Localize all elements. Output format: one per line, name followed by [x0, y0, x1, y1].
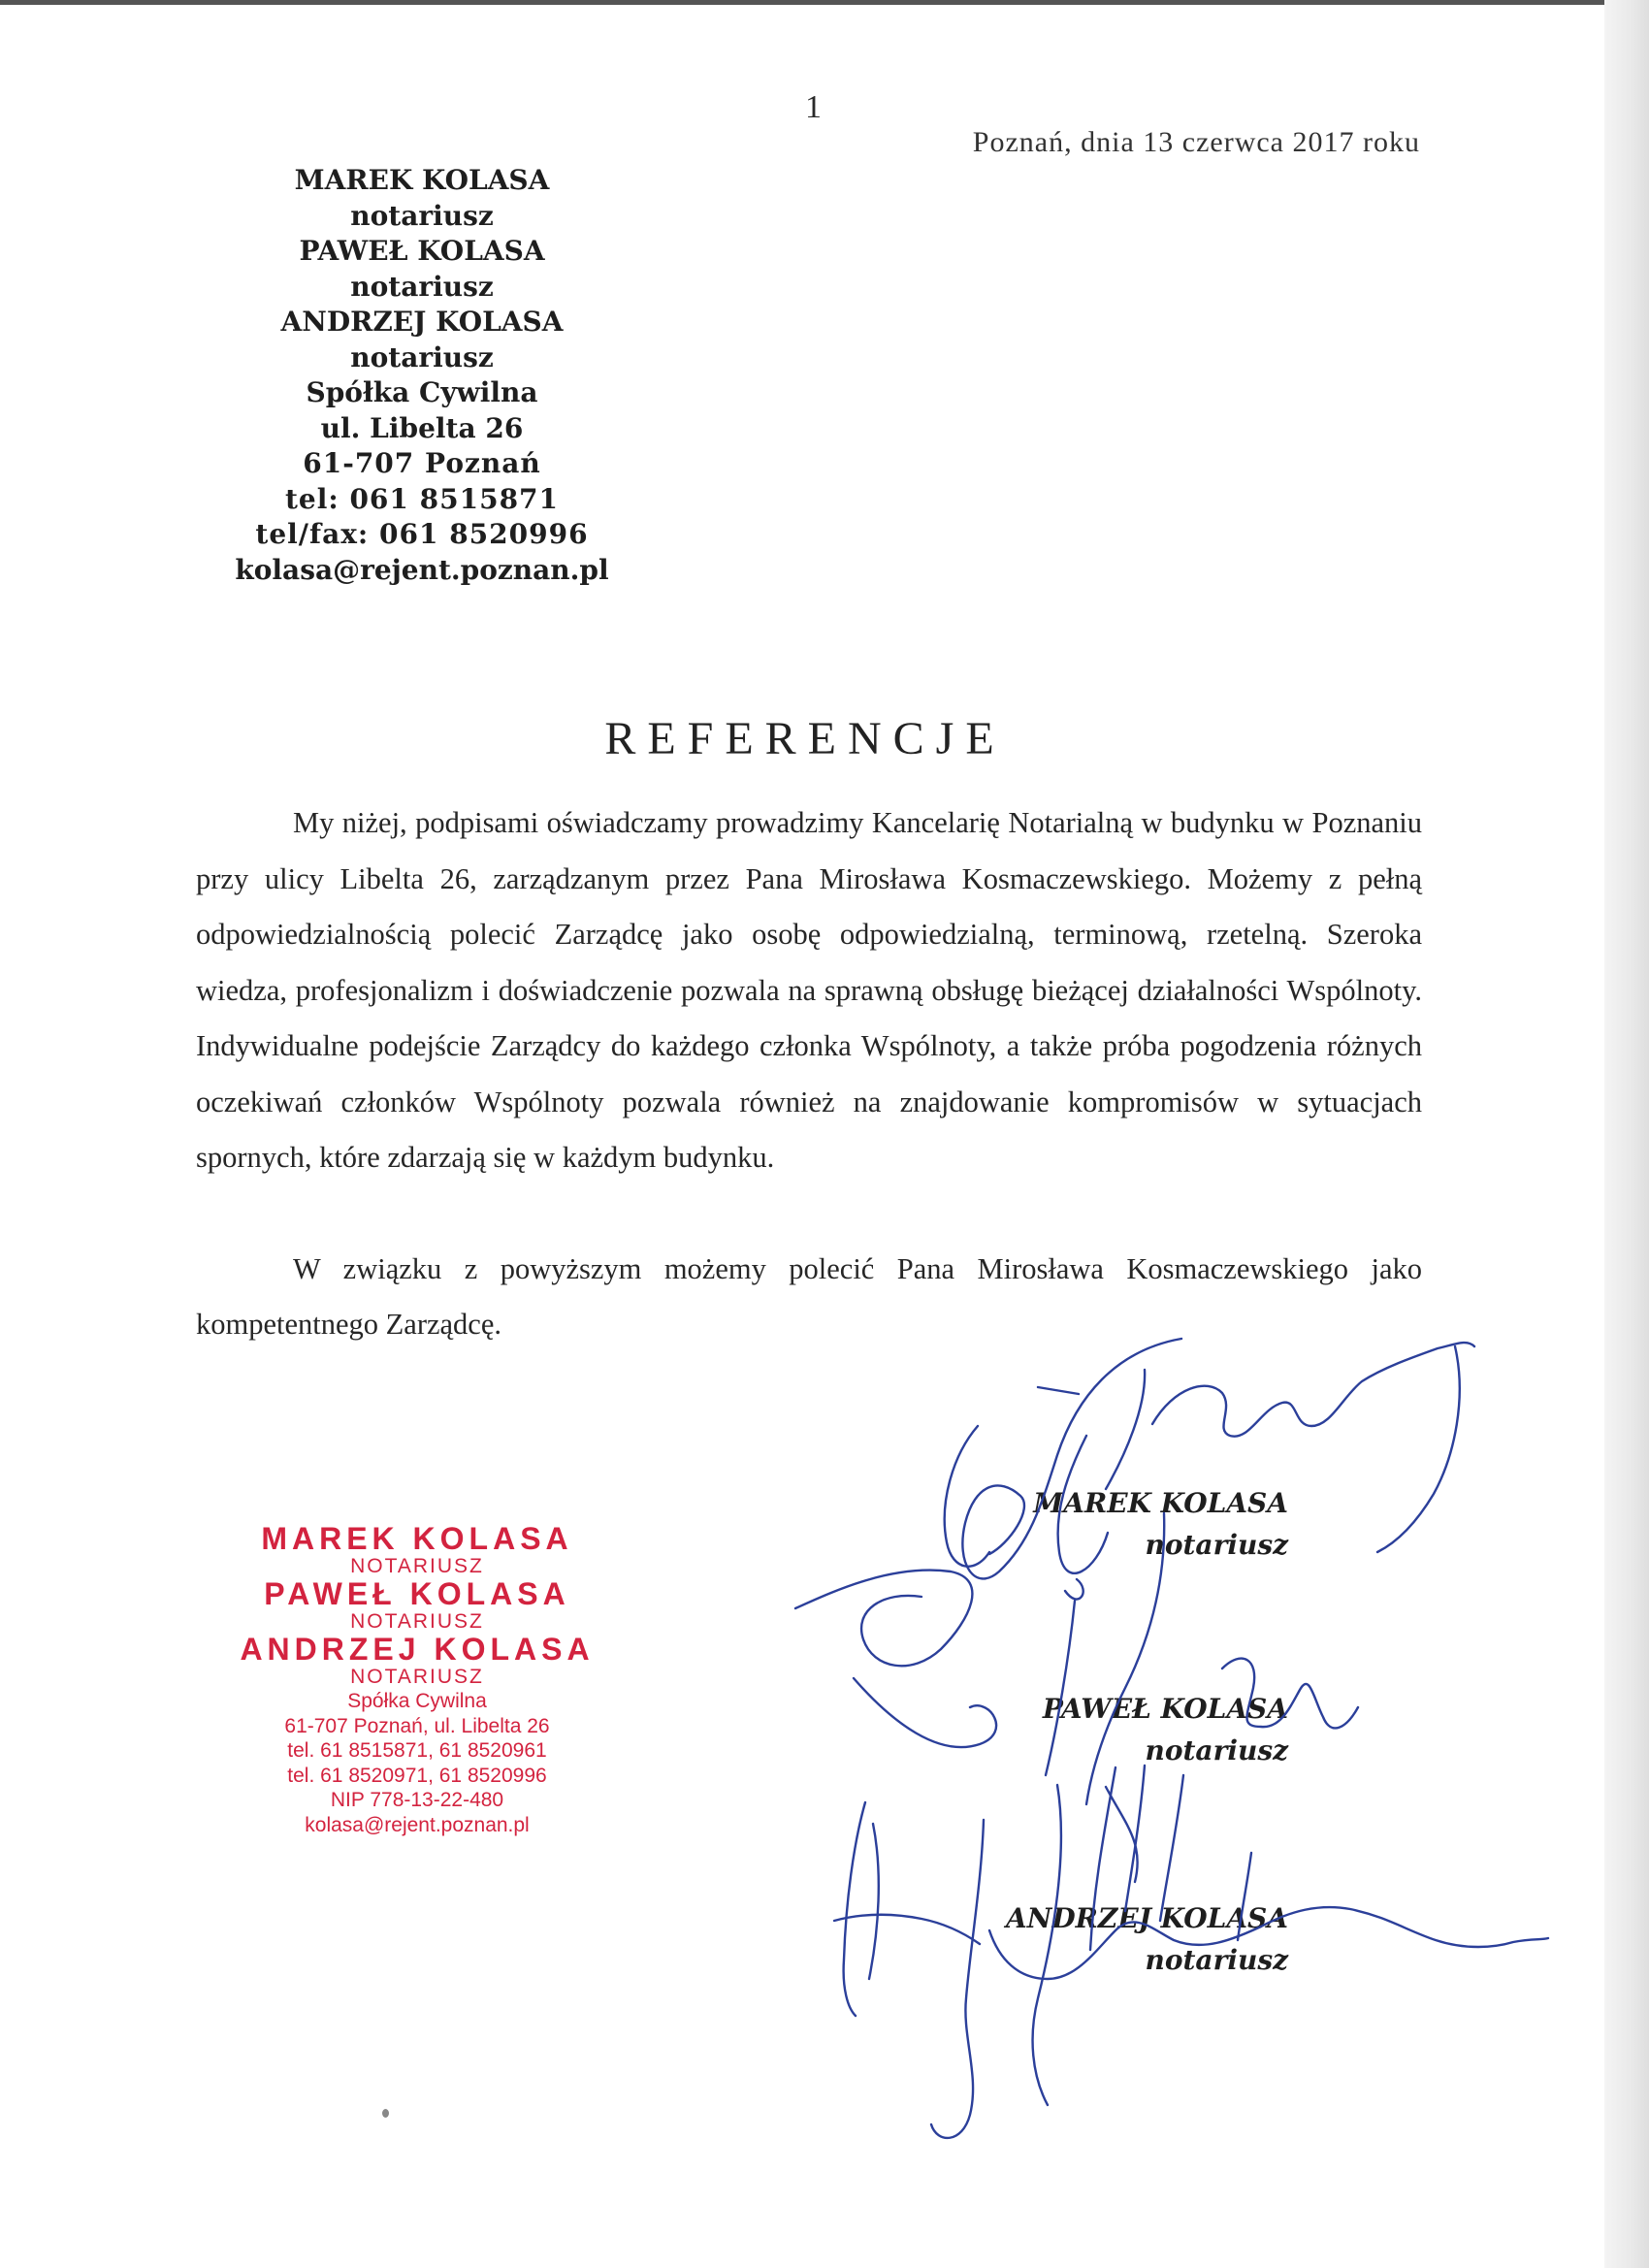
letterhead-line: tel: 061 8515871 — [284, 482, 560, 515]
stamp-phone: tel. 61 8520971, 61 8520996 — [287, 1764, 547, 1787]
letterhead-line: ANDRZEJ KOLASA — [280, 306, 564, 338]
letterhead-line: Spółka Cywilna — [306, 376, 538, 408]
stamp-name: MAREK KOLASA — [261, 1521, 573, 1556]
stamp-email: kolasa@rejent.poznan.pl — [305, 1813, 530, 1836]
stamp-role: NOTARIUSZ — [350, 1555, 484, 1577]
letterhead-email: kolasa@rejent.poznan.pl — [235, 553, 609, 586]
stamp-role: NOTARIUSZ — [350, 1610, 484, 1633]
stamp-phone: tel. 61 8515871, 61 8520961 — [287, 1739, 547, 1762]
stamp-company: Spółka Cywilna — [347, 1690, 487, 1712]
signatory-role: notariusz — [1145, 1944, 1288, 1976]
notary-stamp — [184, 1523, 650, 1837]
signatory-block — [1043, 1688, 1288, 1771]
letterhead — [175, 163, 669, 588]
stamp-name: ANDRZEJ KOLASA — [240, 1632, 595, 1667]
stamp-address: 61-707 Poznań, ul. Libelta 26 — [284, 1714, 550, 1737]
letterhead-line: ul. Libelta 26 — [320, 411, 524, 444]
letterhead-line: 61-707 Poznań — [303, 447, 541, 479]
scan-speck — [382, 2109, 389, 2118]
letterhead-line: notariusz — [350, 340, 494, 373]
letterhead-line: PAWEŁ KOLASA — [299, 235, 545, 267]
letterhead-line: notariusz — [350, 270, 494, 303]
scan-border-top — [0, 0, 1649, 5]
stamp-nip: NIP 778-13-22-480 — [330, 1789, 504, 1811]
signatory-block — [1033, 1482, 1288, 1566]
letter-body — [196, 795, 1422, 1353]
scan-border-right — [1604, 0, 1649, 2268]
signatory-role: notariusz — [1145, 1529, 1288, 1561]
stamp-name: PAWEŁ KOLASA — [264, 1576, 570, 1611]
page-number: 1 — [805, 89, 822, 125]
letterhead-line: tel/fax: 061 8520996 — [255, 518, 589, 550]
signatory-role: notariusz — [1145, 1734, 1288, 1766]
signatory-name: ANDRZEJ KOLASA — [1006, 1902, 1288, 1934]
signatory-name: MAREK KOLASA — [1033, 1487, 1288, 1519]
date-line: Poznań, dnia 13 czerwca 2017 roku — [972, 126, 1420, 158]
signatory-block — [1006, 1897, 1288, 1981]
signatory-name: PAWEŁ KOLASA — [1042, 1693, 1288, 1725]
document-title: REFERENCJE — [604, 713, 1006, 764]
body-paragraph: My niżej, podpisami oświadczamy prowadzimy Kancelarię Notarialną w budynku w Poznaniu przy ulicy Libelta 26, zarządzanym przez Pana Mirosława Kosmaczewskiego. Możemy z pełną odpowiedzialnością polecić Zarządcę jako osobę odpowiedzialną, terminową, rzetelną. Szeroka wiedza, profesjonalizm i doświadczenie pozwala na sprawną obsługę bieżącej działalności Wspólnoty. Indywidualne podejście Zarządcy do każdego członka Wspólnoty, a także próba pogodzenia różnych oczekiwań członków Wspólnoty pozwala również na znajdowanie kompromisów w sytuacjach spornych, które zdarzają się w każdym budynku. — [196, 806, 1422, 1174]
letterhead-line: MAREK KOLASA — [294, 164, 550, 196]
body-paragraph: W związku z powyższym możemy polecić Pana Mirosława Kosmaczewskiego jako kompetentnego Zarządcę. — [196, 1251, 1422, 1341]
letterhead-line: notariusz — [350, 199, 494, 232]
stamp-role: NOTARIUSZ — [350, 1666, 484, 1688]
